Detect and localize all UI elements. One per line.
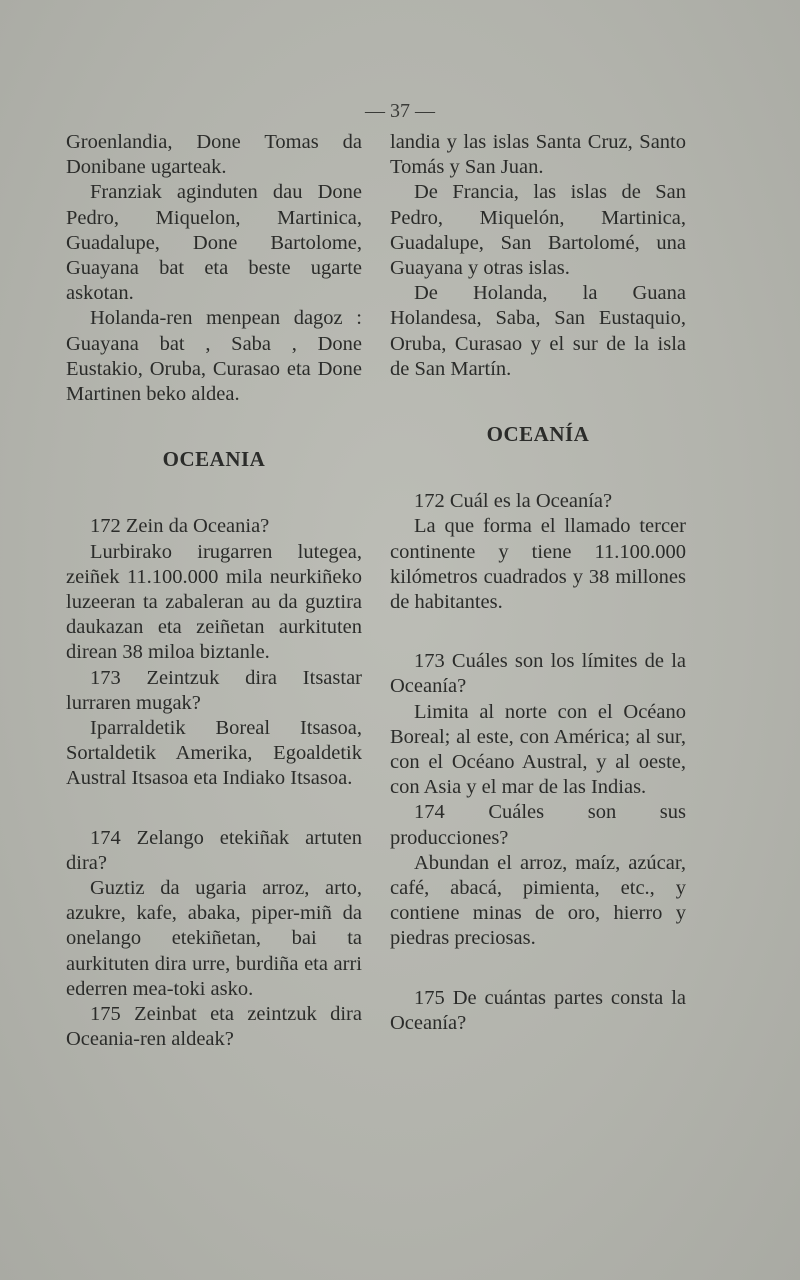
paragraph: Franziak aginduten dau Done Pedro, Miquelon, Martinica, Guadalupe, Done Bartolome, Guayana bat eta beste ugarte askotan. (66, 181, 362, 305)
question-172: 172 Zein da Oceania? (90, 515, 270, 538)
paragraph: Holanda-ren menpean dagoz : Guayana bat , Saba , Done Eustakio, Oruba, Curasao eta Done Martinen beko aldea. (66, 307, 362, 406)
paragraph: Groenlandia, Done Tomas da Donibane ugarteak. (66, 131, 362, 179)
question-172: 172 Cuál es la Oceanía? (414, 490, 613, 513)
answer-172: La que forma el llamado tercer continente y tiene 11.100.000 kilómetros cuadrados y 38 millones de habitantes. (390, 515, 686, 614)
basque-column (66, 130, 362, 1053)
question-173: 173 Zeintzuk dira Itsastar lurraren mugak? (66, 666, 362, 714)
spanish-column (390, 130, 686, 1036)
question-174: 174 Zelango etekiñak artuten dira? (66, 826, 362, 874)
section-title: OCEANIA (162, 447, 266, 472)
question-173: 173 Cuáles son los límites de la Oceanía? (390, 650, 686, 698)
paragraph: De Holanda, la Guana Holandesa, Saba, San Eustaquio, Oruba, Curasao y el sur de la isla de San Martín. (390, 282, 686, 380)
section-title: OCEANÍA (486, 422, 590, 447)
paragraph: landia y las islas Santa Cruz, Santo Tomás y San Juan. (390, 131, 686, 179)
answer-174: Guztiz da ugaria arroz, arto, azukre, kafe, abaka, piper-miñ da onelango etekiñetan, bai ta aurkituten dira urre, burdiña eta arri ederren mea-toki asko. (66, 877, 362, 1000)
question-175: 175 Zeinbat eta zeintzuk dira Oceania-ren aldeak? (66, 1003, 362, 1051)
answer-173: Limita al norte con el Océano Boreal; al este, con América; al sur, con el Océano Austral, y al oeste, con Asia y el mar de las Indias. (390, 700, 686, 799)
answer-173: Iparraldetik Boreal Itsasoa, Sortaldetik Amerika, Egoaldetik Austral Itsasoa eta Indiako Itsasoa. (66, 717, 362, 790)
page-number: — 37 — (365, 100, 435, 122)
paragraph: De Francia, las islas de San Pedro, Miquelón, Martinica, Guadalupe, San Bartolomé, una Guayana y otras islas. (390, 181, 686, 280)
question-175: 175 De cuántas partes consta la Oceanía? (390, 986, 686, 1034)
question-174: 174 Cuáles son sus producciones? (390, 801, 686, 849)
answer-174: Abundan el arroz, maíz, azúcar, café, abacá, pimienta, etc., y contiene minas de oro, hierro y piedras preciosas. (390, 851, 686, 950)
answer-172: Lurbirako irugarren lutegea, zeiñek 11.100.000 mila neurkiñeko luzeeran ta zabaleran au da guztira daukazan eta zeiñetan aurkituten direan 38 miloa biztanle. (66, 540, 362, 664)
